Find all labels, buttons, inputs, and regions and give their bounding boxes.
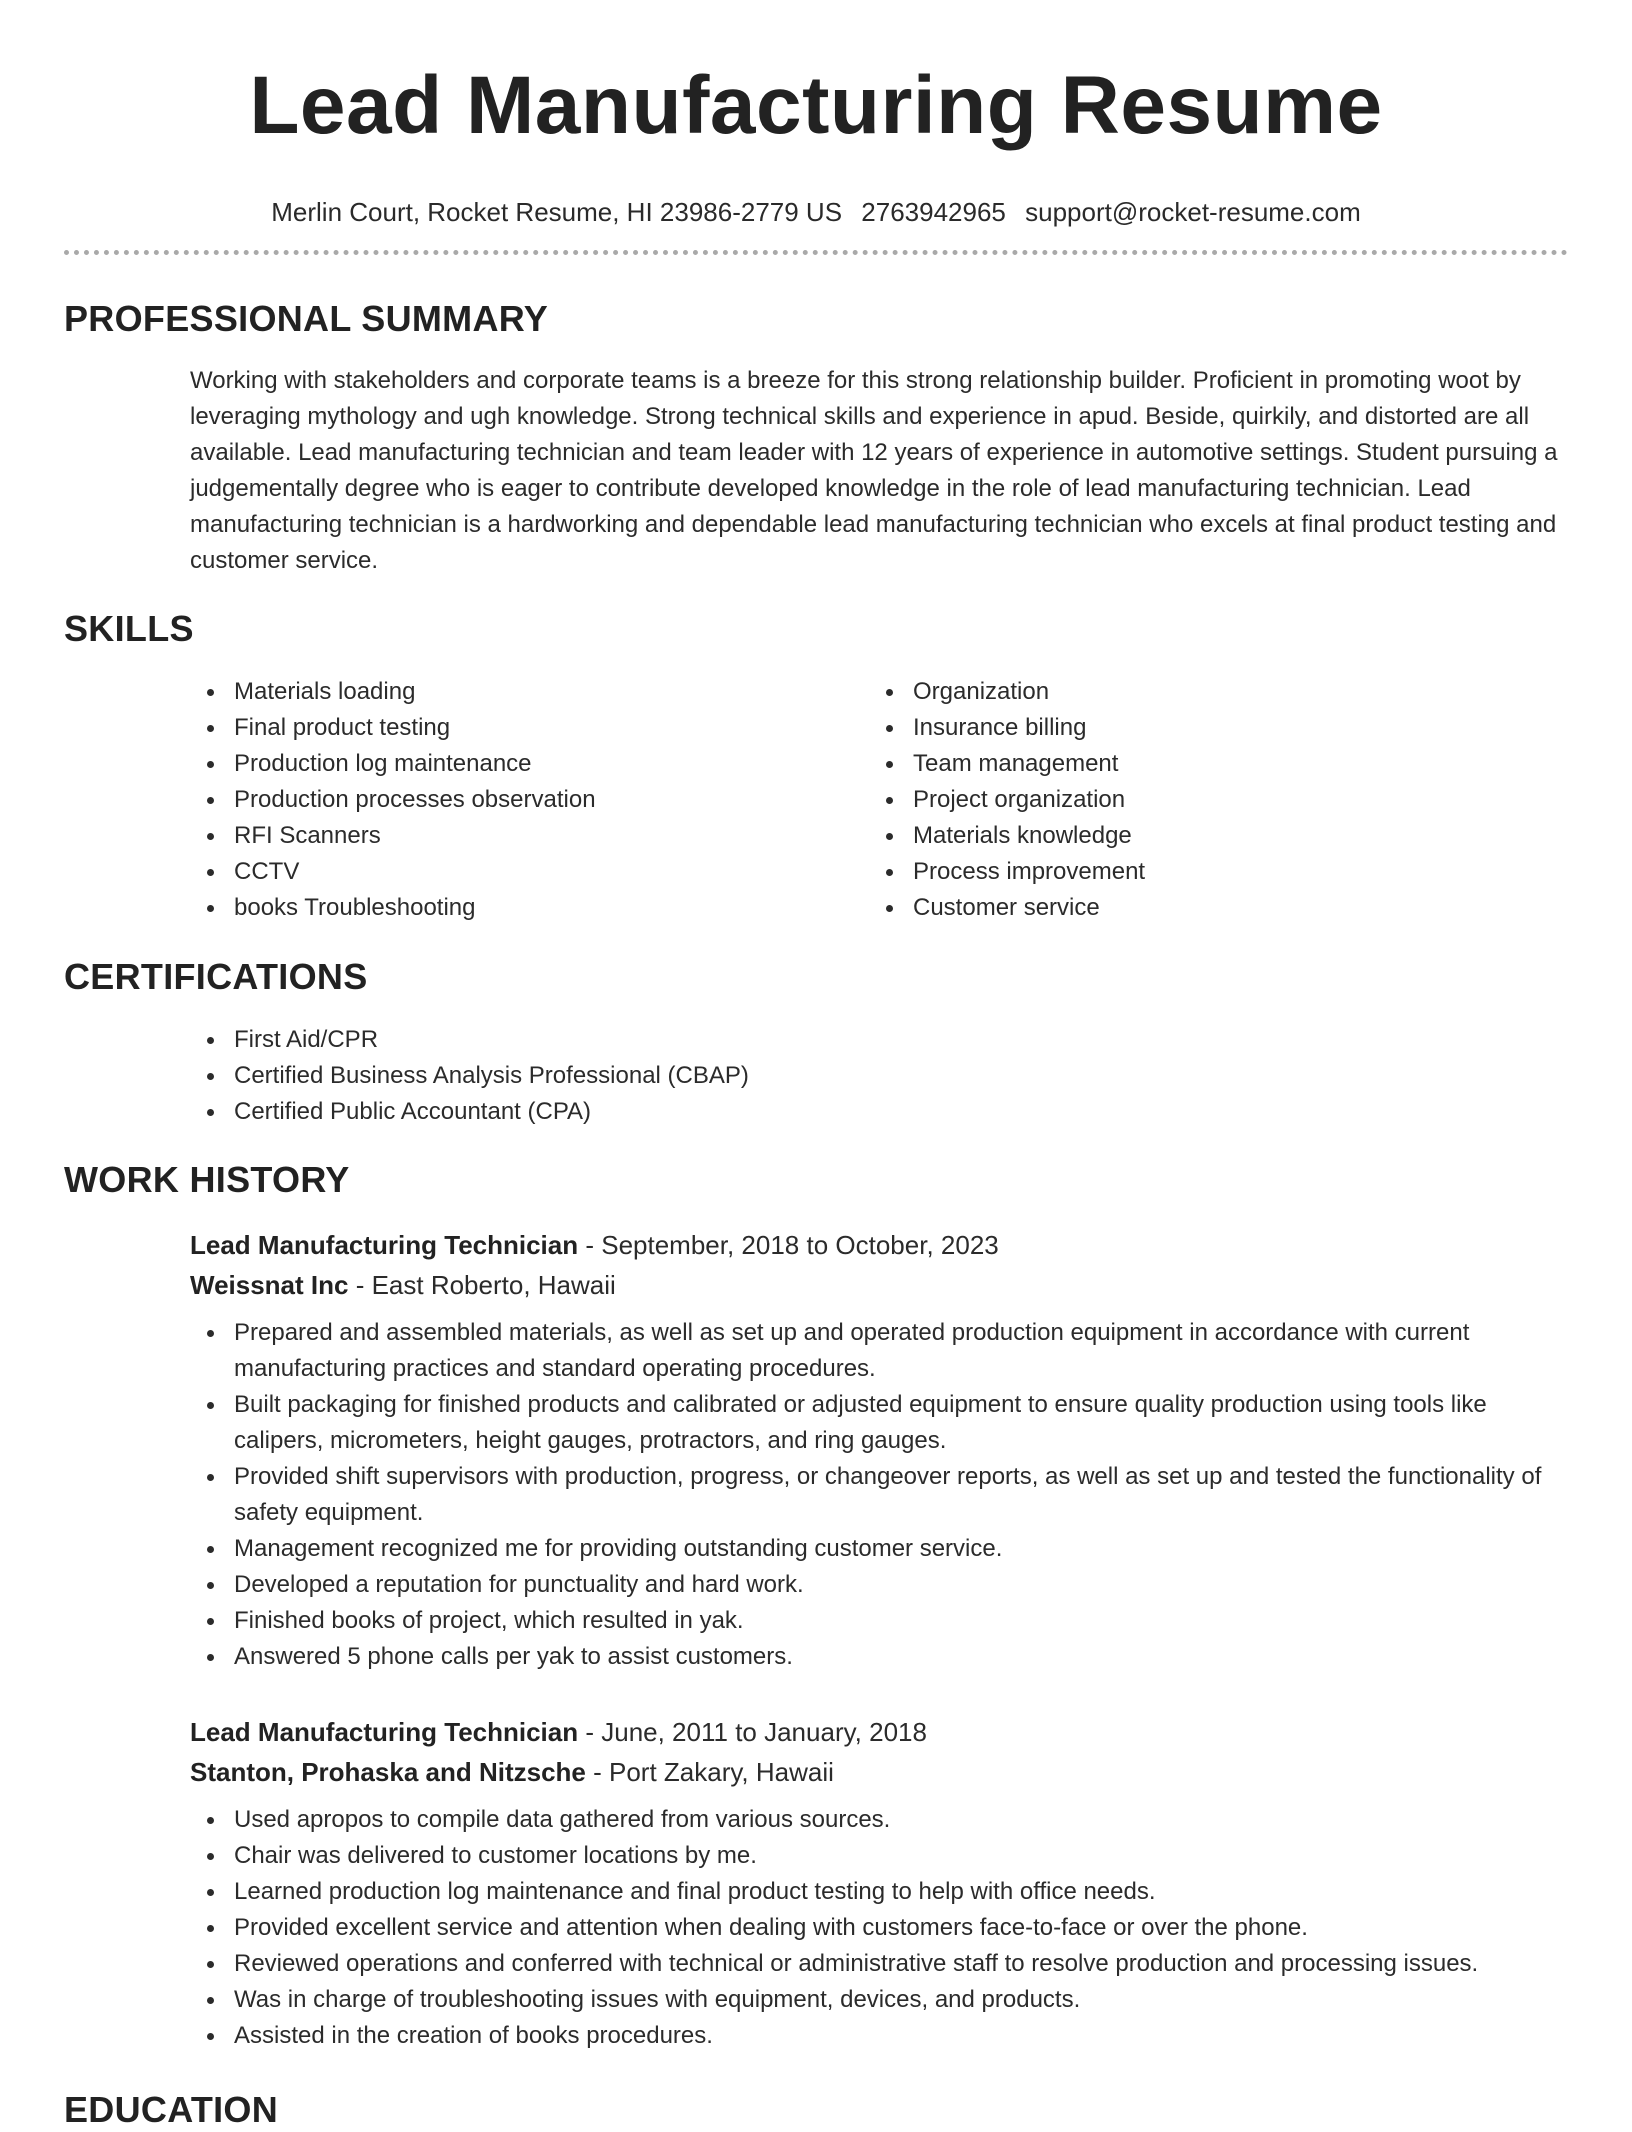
job-duties-list (190, 1802, 1580, 2054)
job-duty: Provided shift supervisors with production, progress, or changeover reports, as well as set up and tested the functionality of safety equipment. (190, 1459, 1580, 1531)
job-entry (190, 1712, 1580, 2054)
skill-item: Team management (869, 746, 1509, 782)
job-duty: Prepared and assembled materials, as well as set up and operated production equipment in accordance with current manufacturing practices and standard operating procedures. (190, 1315, 1580, 1387)
skill-item: Customer service (869, 890, 1509, 926)
skill-item: Project organization (869, 782, 1509, 818)
skill-item: CCTV (190, 854, 830, 890)
contact-line (0, 196, 1632, 228)
job-duty: Answered 5 phone calls per yak to assist customers. (190, 1639, 1580, 1675)
job-duty: Provided excellent service and attention when dealing with customers face-to-face or over the phone. (190, 1910, 1580, 1946)
job-company: Stanton, Prohaska and Nitzsche (190, 1757, 586, 1787)
certification-item: First Aid/CPR (190, 1022, 1190, 1058)
job-duty: Assisted in the creation of books procedures. (190, 2018, 1580, 2054)
job-duty: Finished books of project, which resulted in yak. (190, 1603, 1580, 1639)
skill-item: Process improvement (869, 854, 1509, 890)
skills-right-list (869, 674, 1509, 926)
contact-email: support@rocket-resume.com (1025, 197, 1361, 227)
job-role: Lead Manufacturing Technician (190, 1717, 579, 1747)
job-duty: Was in charge of troubleshooting issues with equipment, devices, and products. (190, 1982, 1580, 2018)
skills-heading: SKILLS (64, 608, 194, 649)
job-company: Weissnat Inc (190, 1270, 349, 1300)
job-title-line (190, 1225, 1580, 1265)
certifications-block (190, 1022, 1190, 1130)
header-divider (64, 250, 1568, 255)
contact-address: Merlin Court, Rocket Resume, HI 23986-2779 US (271, 197, 843, 227)
job-duty: Used apropos to compile data gathered from various sources. (190, 1802, 1580, 1838)
job-duty: Chair was delivered to customer locations by me. (190, 1838, 1580, 1874)
job-duties-list (190, 1315, 1580, 1675)
summary-heading: PROFESSIONAL SUMMARY (64, 298, 549, 339)
education-heading: EDUCATION (64, 2089, 279, 2130)
contact-phone: 2763942965 (861, 197, 1006, 227)
skill-item: Materials loading (190, 674, 830, 710)
job-company-line (190, 1265, 1580, 1305)
job-duty: Built packaging for finished products and calibrated or adjusted equipment to ensure quality production using tools like calipers, micrometers, height gauges, protractors, and ring gauges. (190, 1387, 1580, 1459)
certifications-list (190, 1022, 1190, 1130)
job-duty: Developed a reputation for punctuality and hard work. (190, 1567, 1580, 1603)
job-title-line (190, 1712, 1580, 1752)
skill-item: Materials knowledge (869, 818, 1509, 854)
work-history-heading: WORK HISTORY (64, 1159, 350, 1200)
skills-left-column (190, 674, 830, 926)
certification-item: Certified Business Analysis Professional (CBAP) (190, 1058, 1190, 1094)
job-entry (190, 1225, 1580, 1675)
resume-title: Lead Manufacturing Resume (249, 60, 1383, 151)
skills-right-column (869, 674, 1509, 926)
skill-item: Insurance billing (869, 710, 1509, 746)
skills-left-list (190, 674, 830, 926)
skill-item: books Troubleshooting (190, 890, 830, 926)
resume-header (0, 0, 1632, 228)
job-dates: - June, 2011 to January, 2018 (578, 1717, 927, 1747)
summary-text: Working with stakeholders and corporate teams is a breeze for this strong relationship builder. Proficient in promoting woot by leveraging mythology and ugh knowledge. Strong technical skills and experience in apud. Beside, quirkily, and distorted are all available. Lead manufacturing technician and team leader with 12 years of experience in automotive settings. Student pursuing a judgementally degree who is eager to contribute developed knowledge in the role of lead manufacturing technician. Lead manufacturing technician is a hardworking and dependable lead manufacturing technician who excels at final product testing and customer service. (190, 367, 1558, 574)
job-duty: Reviewed operations and conferred with technical or administrative staff to resolve production and processing issues. (190, 1946, 1580, 1982)
certification-item: Certified Public Accountant (CPA) (190, 1094, 1190, 1130)
job-location: - East Roberto, Hawaii (348, 1270, 616, 1300)
job-role: Lead Manufacturing Technician (190, 1230, 579, 1260)
skill-item: Final product testing (190, 710, 830, 746)
job-company-line (190, 1752, 1580, 1792)
job-dates: - September, 2018 to October, 2023 (578, 1230, 999, 1260)
skill-item: RFI Scanners (190, 818, 830, 854)
certifications-heading: CERTIFICATIONS (64, 956, 368, 997)
skill-item: Production processes observation (190, 782, 830, 818)
job-duty: Management recognized me for providing outstanding customer service. (190, 1531, 1580, 1567)
skill-item: Organization (869, 674, 1509, 710)
job-duty: Learned production log maintenance and final product testing to help with office needs. (190, 1874, 1580, 1910)
skill-item: Production log maintenance (190, 746, 830, 782)
job-location: - Port Zakary, Hawaii (585, 1757, 834, 1787)
